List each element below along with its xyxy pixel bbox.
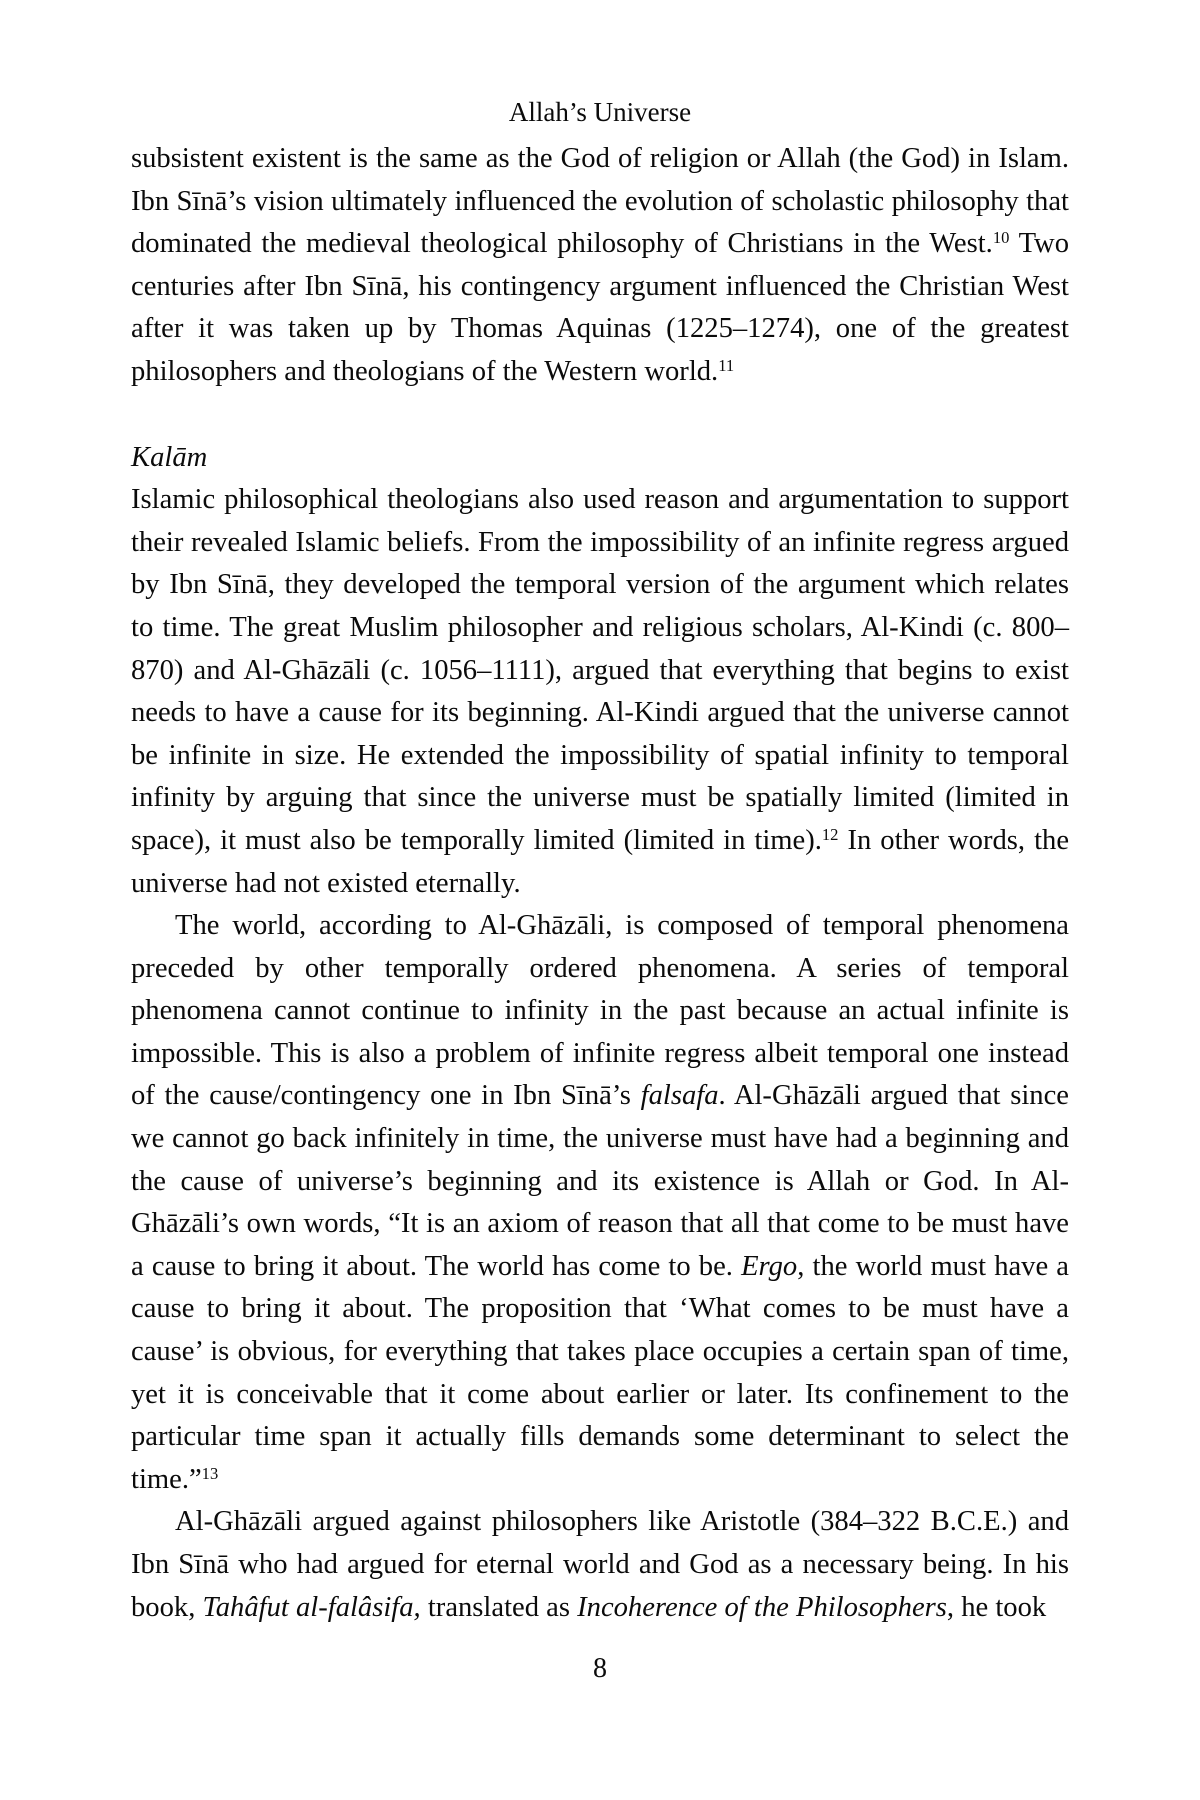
paragraph — [131, 479, 1069, 905]
text-run: subsistent existent is the same as the God of religion or Allah (the God) in Islam. Ibn Sīnā’s vision ultimately influenced the evolution of scholastic philosophy that dominated the medieval theological philosophy of Christians in the West. — [131, 143, 1069, 260]
footnote-reference: 10 — [992, 228, 1010, 248]
footnote-reference: 12 — [821, 824, 839, 844]
text-run: In other words, the universe had not existed eternally. — [131, 824, 1070, 899]
section-heading — [131, 437, 1069, 480]
footnote-reference: 13 — [201, 1463, 219, 1483]
text-run: Al-Ghāzāli argued against philosophers like Aristotle (384–322 B.C.E.) and Ibn Sīnā who had argued for eternal world and God as a necessary being. In his book, — [131, 1506, 1069, 1623]
paragraph — [131, 1501, 1069, 1629]
italic-text-run: Incoherence of the Philosophers — [577, 1591, 947, 1623]
text-run: , he took — [946, 1591, 1047, 1623]
paragraph — [131, 905, 1069, 1501]
text-block — [131, 138, 1069, 1629]
text-run: Islamic philosophical theologians also used reason and argumentation to support their revealed Islamic beliefs. From the impossibility of an infinite regress argued by Ibn Sīnā, they developed the temporal version of the argument which relates to time. The great Muslim philosopher and religious scholars, Al-Kindi (c. 800–870) and Al-Ghāzāli (c. 1056–1111), argued that everything that begins to exist needs to have a cause for its beginning. Al-Kindi argued that the universe cannot be infinite in size. He extended the impossibility of spatial infinity to temporal infinity by arguing that since the universe must be spatially limited (limited in space), it must also be temporally limited (limited in time). — [131, 484, 1069, 856]
italic-text-run: Kalām — [131, 441, 208, 473]
running-head: Allah’s Universe — [508, 97, 692, 127]
text-run: , the world must have a cause to bring it about. The proposition that ‘What comes to be must have a cause’ is obvious, for everything that takes place occupies a certain span of time, yet it is conceivable that it come about earlier or later. Its confinement to the particular time span it actually fills demands some determinant to select the time.” — [131, 1250, 1069, 1495]
text-run: translated as — [420, 1591, 578, 1623]
text-run: The world, according to Al-Ghāzāli, is composed of temporal phenomena preceded by other temporally ordered phenomena. A series of temporal phenomena cannot continue to infinity in the past because an actual infinite is impossible. This is also a problem of infinite regress albeit temporal one instead of the cause/contingency one in Ibn Sīnā’s — [131, 910, 1069, 1112]
italic-text-run: falsafa — [640, 1080, 719, 1112]
text-run: Two centuries after Ibn Sīnā, his contingency argument influenced the Christian West after it was taken up by Thomas Aquinas (1225–1274), one of the greatest philosophers and theologians of the Western world. — [131, 228, 1069, 387]
page-number: 8 — [593, 1653, 607, 1684]
italic-text-run: Tahâfut al-falâsifa, — [202, 1591, 421, 1623]
footnote-reference: 11 — [718, 355, 735, 375]
paragraph — [131, 138, 1069, 394]
text-run: . Al-Ghāzāli argued that since we cannot go back infinitely in time, the universe must have had a beginning and the cause of universe’s beginning and its existence is Allah or God. In Al-Ghāzāli’s own words, “It is an axiom of reason that all that come to be must have a cause to bring it about. The world has come to be. — [131, 1080, 1069, 1282]
italic-text-run: Ergo — [741, 1250, 798, 1282]
